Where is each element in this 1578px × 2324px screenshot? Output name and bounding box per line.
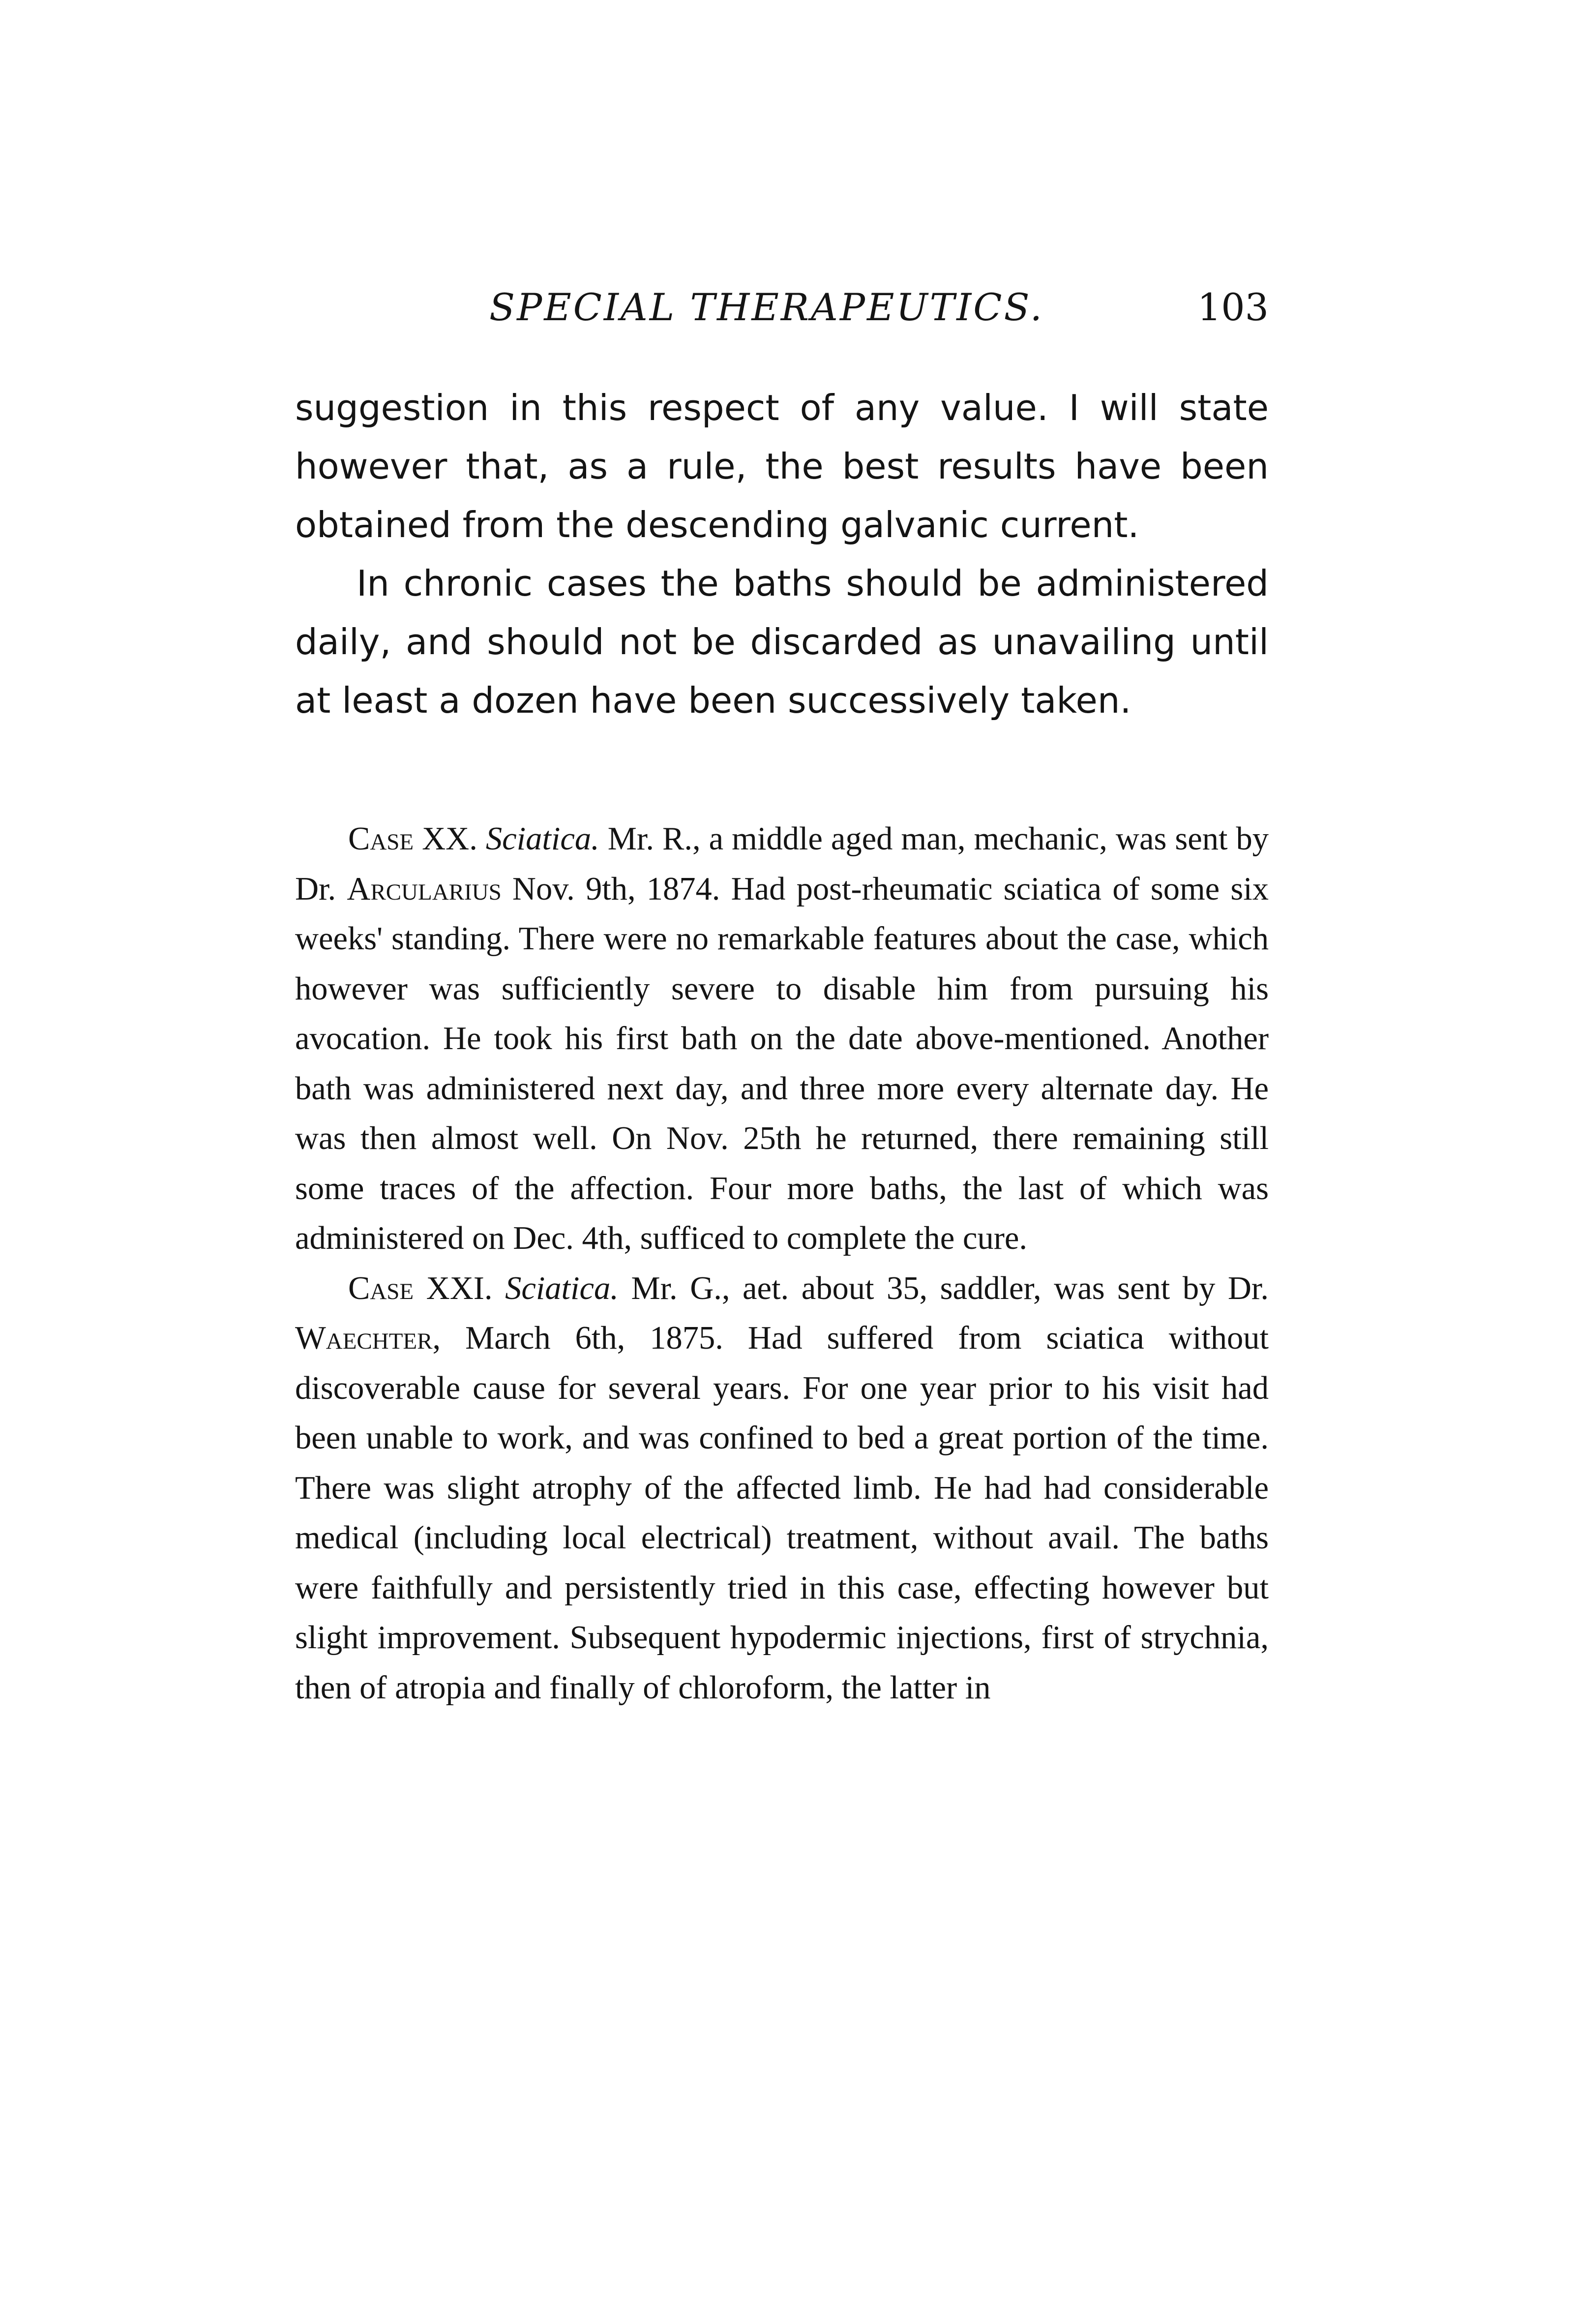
intro-text (295, 379, 1269, 730)
case-xx-doctor: Arcularius (347, 871, 502, 907)
case-xx-label: Case XX. (348, 821, 477, 857)
intro-paragraph-continued: suggestion in this respect of any value. I will state however that, as a rule, the best results have been obtained from the descending galvanic current. (295, 387, 1269, 545)
case-xx-text-a: Mr. R., a middle aged man, mechanic, was sent by Dr. (295, 821, 1269, 907)
case-xx-paragraph (295, 814, 1269, 1264)
intro-paragraph-chronic-cases: In chronic cases the baths should be administered daily, and should not be discarded as unavailing until at least a dozen have been successively taken. (295, 563, 1269, 721)
case-xxi-text-b: , March 6th, 1875. Had suffered from sciatica without discoverable cause for several years. For one year prior to his visit had been unable to work, and was confined to bed a great portion of the time. There was slight atrophy of the affected limb. He had had considerable medical (including local electrical) treatment, without avail. The baths were faithfully and persistently tried in this case, effecting however but slight improvement. Subsequent hypodermic injections, first of strychnia, then of atropia and finally of chloroform, the latter in (295, 1320, 1269, 1706)
case-xxi-doctor: Waechter (295, 1320, 433, 1356)
case-xxi-text-a: Mr. G., aet. about 35, saddler, was sent by Dr. (618, 1270, 1269, 1306)
running-head: SPECIAL THERAPEUTICS. (489, 285, 1044, 329)
case-xxi-diagnosis: Sciatica. (505, 1270, 619, 1306)
page-header (295, 280, 1269, 344)
case-xxi-label: Case XXI. (348, 1270, 493, 1306)
case-xxi-paragraph (295, 1264, 1269, 1713)
case-xx-text-b: Nov. 9th, 1874. Had post-rheumatic sciatica of some six weeks' standing. There were no remarkable features about the case, which however was sufficiently severe to disable him from pursuing his avocation. He took his first bath on the date above-mentioned. Another bath was administered next day, and three more every alternate day. He was then almost well. On Nov. 25th he returned, there remaining still some traces of the affection. Four more baths, the last of which was administered on Dec. 4th, sufficed to complete the cure. (295, 871, 1269, 1256)
page-number: 103 (1197, 285, 1269, 329)
case-reports (295, 814, 1269, 1713)
case-xx-diagnosis: Sciatica. (485, 821, 599, 857)
